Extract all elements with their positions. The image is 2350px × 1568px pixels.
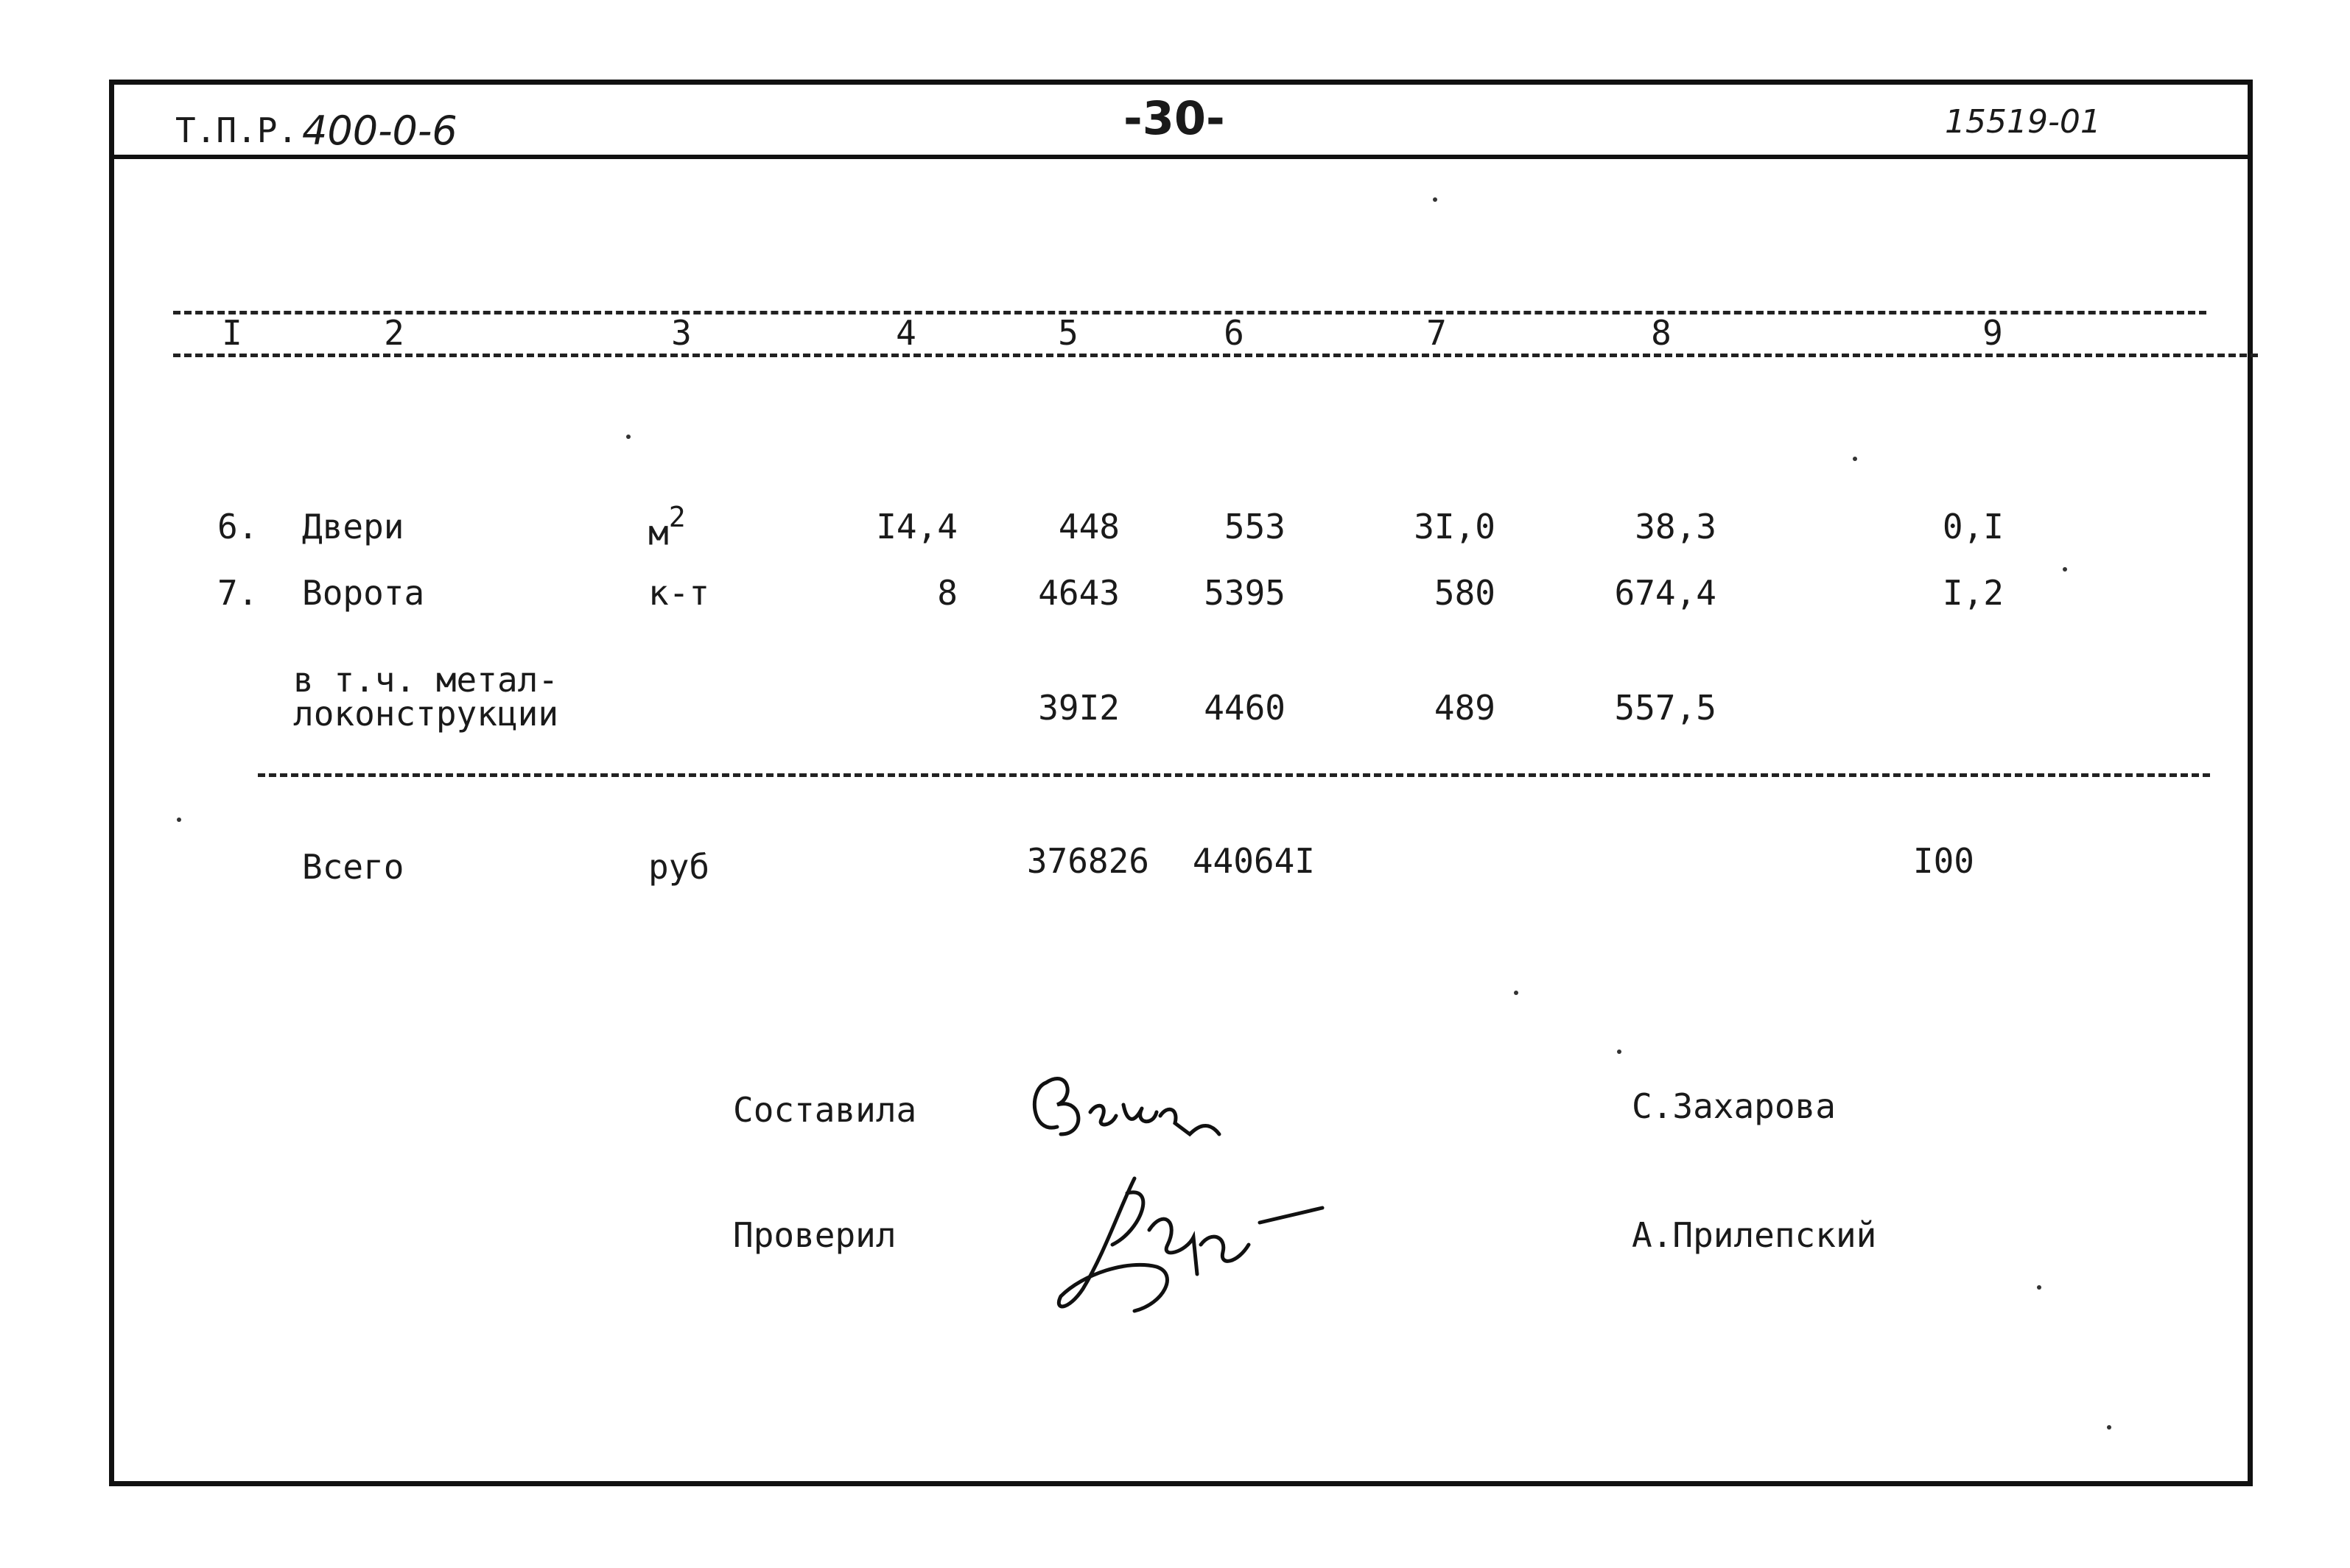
speck xyxy=(2063,567,2067,572)
total-separator-rule xyxy=(258,773,2210,777)
speck xyxy=(2107,1425,2111,1430)
column-number: 9 xyxy=(1982,313,2003,353)
cell-col9: I,2 xyxy=(1942,573,2004,613)
item-name-line1: в т.ч. метал- xyxy=(293,660,559,700)
column-number: 7 xyxy=(1426,313,1447,353)
cell-col8: 674,4 xyxy=(1614,573,1716,613)
cell-col7: 489 xyxy=(1434,688,1495,728)
column-number: 4 xyxy=(896,313,916,353)
cell-col5: 4643 xyxy=(1038,573,1120,613)
speck xyxy=(177,818,181,822)
unit: к-т xyxy=(648,573,710,613)
doc-prefix: Т.П.Р. xyxy=(175,110,298,150)
total-label: Всего xyxy=(302,847,404,887)
cell-col5: 39I2 xyxy=(1038,688,1120,728)
sheet-code: 15519-01 xyxy=(1945,103,2101,141)
speck xyxy=(1433,197,1437,202)
row-number: 6. xyxy=(217,507,259,546)
header-rule xyxy=(109,155,2253,159)
speck xyxy=(1617,1050,1621,1054)
cell-col4: I4,4 xyxy=(876,507,958,546)
cell-col8: 38,3 xyxy=(1635,507,1716,546)
unit: $м^2$ xyxy=(648,501,686,553)
row-number: 7. xyxy=(217,573,259,613)
checked-label: Проверил xyxy=(733,1215,897,1255)
speck xyxy=(1853,457,1857,461)
cell-col5: 448 xyxy=(1058,507,1120,546)
handwritten-signature-checked xyxy=(1039,1164,1363,1333)
cell-col6: 553 xyxy=(1224,507,1286,546)
item-name: Ворота xyxy=(302,573,425,613)
cell-col8: 557,5 xyxy=(1614,688,1716,728)
total-col6: 44064I xyxy=(1192,841,1315,881)
cell-col6: 5395 xyxy=(1204,573,1286,613)
column-number: 8 xyxy=(1651,313,1672,353)
column-number: 6 xyxy=(1224,313,1244,353)
column-number: I xyxy=(222,313,242,353)
cell-col6: 4460 xyxy=(1204,688,1286,728)
speck xyxy=(2037,1285,2041,1290)
speck xyxy=(1514,991,1518,995)
column-number: 2 xyxy=(384,313,404,353)
column-number: 5 xyxy=(1058,313,1078,353)
speck xyxy=(626,435,631,439)
page-number: -30- xyxy=(1123,91,1225,145)
total-col9: I00 xyxy=(1912,841,1974,881)
compiled-name: С.Захарова xyxy=(1632,1086,1836,1126)
item-name: Двери xyxy=(302,507,404,546)
cell-col4: 8 xyxy=(937,573,958,613)
compiled-label: Составила xyxy=(733,1090,917,1130)
cell-col7: 3I,0 xyxy=(1414,507,1495,546)
item-name-line2: локонструкции xyxy=(293,694,559,734)
checked-name: А.Прилепский xyxy=(1632,1215,1877,1255)
cell-col9: 0,I xyxy=(1942,507,2004,546)
column-number: 3 xyxy=(671,313,692,353)
handwritten-signature-compiled xyxy=(1024,1053,1245,1156)
total-col5: 376826 xyxy=(1026,841,1149,881)
cell-col7: 580 xyxy=(1434,573,1495,613)
column-header-top-rule xyxy=(173,311,2206,314)
total-unit: руб xyxy=(648,847,710,887)
column-header-bottom-rule xyxy=(173,354,2258,357)
doc-number: 400-0-6 xyxy=(302,108,457,154)
